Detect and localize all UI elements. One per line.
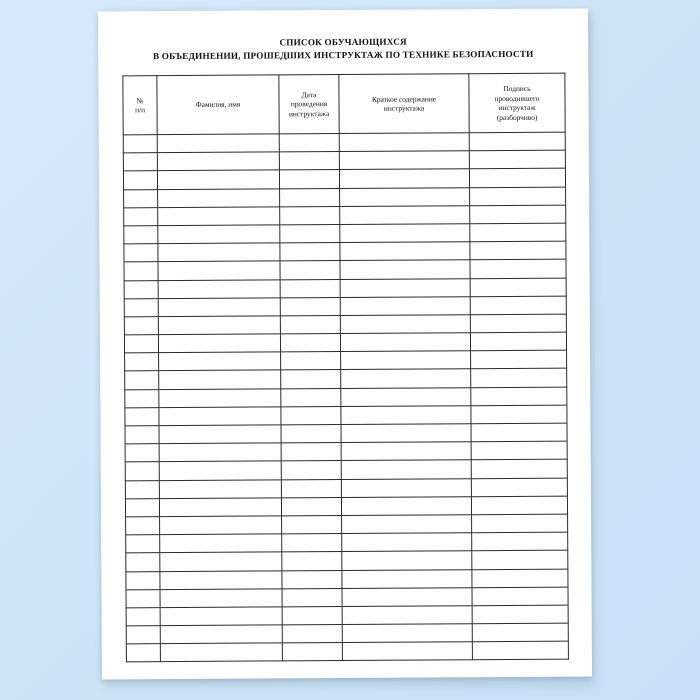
column-header-signature-line4: (разборчиво) bbox=[496, 112, 538, 122]
table-cell-date[interactable] bbox=[279, 152, 339, 171]
table-cell-signature[interactable] bbox=[470, 296, 566, 315]
table-cell-date[interactable] bbox=[282, 625, 342, 644]
table-cell-signature[interactable] bbox=[472, 569, 568, 588]
table-cell-name[interactable] bbox=[157, 134, 279, 153]
table-cell-num[interactable] bbox=[125, 480, 159, 498]
table-cell-date[interactable] bbox=[280, 188, 340, 207]
table-cell-content[interactable] bbox=[340, 224, 470, 243]
table-cell-date[interactable] bbox=[280, 243, 340, 262]
table-cell-num[interactable] bbox=[123, 171, 157, 189]
table-cell-date[interactable] bbox=[281, 479, 341, 498]
table-header bbox=[123, 73, 565, 135]
table-cell-content[interactable] bbox=[340, 260, 470, 279]
column-header-content-line2: инструктажа bbox=[383, 103, 425, 113]
table-cell-content[interactable] bbox=[342, 533, 472, 552]
table-cell-date[interactable] bbox=[282, 643, 342, 662]
table-cell-name[interactable] bbox=[160, 625, 282, 644]
table-cell-content[interactable] bbox=[340, 242, 470, 261]
table-cell-num[interactable] bbox=[124, 280, 158, 298]
table-cell-num[interactable] bbox=[125, 426, 159, 444]
table-cell-num[interactable] bbox=[124, 298, 158, 316]
table-cell-name[interactable] bbox=[158, 316, 280, 335]
table-cell-date[interactable] bbox=[280, 297, 340, 316]
table-cell-signature[interactable] bbox=[472, 587, 568, 606]
table-cell-name[interactable] bbox=[159, 352, 281, 371]
table-cell-signature[interactable] bbox=[471, 387, 567, 406]
table-cell-num[interactable] bbox=[124, 244, 158, 262]
table-row[interactable] bbox=[126, 641, 568, 662]
table-cell-signature[interactable] bbox=[470, 278, 566, 297]
table-cell-num[interactable] bbox=[126, 626, 160, 644]
table-cell-name[interactable] bbox=[159, 443, 281, 462]
table-cell-name[interactable] bbox=[158, 261, 280, 280]
table-cell-signature[interactable] bbox=[470, 241, 566, 260]
column-header-content bbox=[339, 74, 469, 134]
table-cell-signature[interactable] bbox=[471, 441, 567, 460]
table-cell-date[interactable] bbox=[279, 134, 339, 153]
table-cell-signature[interactable] bbox=[471, 369, 567, 388]
table-cell-content[interactable] bbox=[341, 406, 471, 425]
table-cell-content[interactable] bbox=[340, 296, 470, 315]
table-cell-content[interactable] bbox=[341, 442, 471, 461]
table-cell-num[interactable] bbox=[125, 462, 159, 480]
table-cell-name[interactable] bbox=[158, 279, 280, 298]
column-header-name-line1: Фамилия, имя bbox=[195, 99, 241, 110]
table-cell-content[interactable] bbox=[340, 205, 470, 224]
column-header-signature-line2: проводившего bbox=[494, 93, 540, 103]
table-cell-name[interactable] bbox=[159, 370, 281, 389]
table-cell-name[interactable] bbox=[158, 225, 280, 244]
table-cell-num[interactable] bbox=[124, 262, 158, 280]
table-cell-date[interactable] bbox=[280, 334, 340, 353]
table-header-row bbox=[123, 73, 565, 135]
table-cell-date[interactable] bbox=[282, 588, 342, 607]
table-cell-date[interactable] bbox=[281, 425, 341, 444]
table-cell-date[interactable] bbox=[281, 443, 341, 462]
table-cell-content[interactable] bbox=[342, 587, 472, 606]
table-cell-name[interactable] bbox=[158, 243, 280, 262]
table-cell-date[interactable] bbox=[281, 497, 341, 516]
table-cell-content[interactable] bbox=[341, 424, 471, 443]
table-cell-name[interactable] bbox=[157, 152, 279, 171]
table-cell-content[interactable] bbox=[342, 606, 472, 625]
table-cell-name[interactable] bbox=[158, 207, 280, 226]
table-cell-signature[interactable] bbox=[470, 332, 566, 351]
table-cell-num[interactable] bbox=[123, 135, 157, 153]
table-cell-date[interactable] bbox=[280, 315, 340, 334]
table-cell-signature[interactable] bbox=[469, 150, 565, 169]
table-cell-date[interactable] bbox=[282, 534, 342, 553]
table-cell-content[interactable] bbox=[340, 333, 470, 352]
table-cell-date[interactable] bbox=[280, 224, 340, 243]
table-cell-signature[interactable] bbox=[472, 605, 568, 624]
table-cell-num[interactable] bbox=[124, 226, 158, 244]
table-cell-date[interactable] bbox=[281, 406, 341, 425]
table-cell-num[interactable] bbox=[124, 335, 158, 353]
table-cell-name[interactable] bbox=[159, 498, 281, 517]
column-header-signature-line3: инструктаж bbox=[498, 102, 536, 113]
table-cell-signature[interactable] bbox=[471, 460, 567, 479]
table-cell-name[interactable] bbox=[160, 570, 282, 589]
column-header-name bbox=[157, 75, 279, 135]
table-cell-num[interactable] bbox=[126, 644, 160, 662]
table-cell-date[interactable] bbox=[282, 606, 342, 625]
table-cell-date[interactable] bbox=[281, 370, 341, 389]
table-cell-signature[interactable] bbox=[471, 478, 567, 497]
table-cell-date[interactable] bbox=[282, 570, 342, 589]
table-cell-signature[interactable] bbox=[472, 532, 568, 551]
table-cell-signature[interactable] bbox=[472, 623, 568, 642]
table-cell-content[interactable] bbox=[342, 551, 472, 570]
table-cell-name[interactable] bbox=[160, 589, 282, 608]
table-cell-content[interactable] bbox=[342, 515, 472, 534]
table-cell-date[interactable] bbox=[281, 461, 341, 480]
table-cell-content[interactable] bbox=[341, 478, 471, 497]
table-cell-num[interactable] bbox=[124, 207, 158, 225]
table-cell-signature[interactable] bbox=[471, 423, 567, 442]
table-cell-name[interactable] bbox=[157, 170, 279, 189]
table-cell-date[interactable] bbox=[282, 515, 342, 534]
table-cell-content[interactable] bbox=[341, 460, 471, 479]
table-cell-num[interactable] bbox=[126, 571, 160, 589]
table-cell-content[interactable] bbox=[342, 642, 472, 661]
table-cell-content[interactable] bbox=[340, 315, 470, 334]
column-header-number-line1: № bbox=[136, 95, 144, 105]
table-cell-num[interactable] bbox=[125, 389, 159, 407]
table-cell-signature[interactable] bbox=[471, 350, 567, 369]
column-header-signature-line1: Подпись bbox=[503, 83, 531, 94]
table-cell-num[interactable] bbox=[126, 589, 160, 607]
table-cell-num[interactable] bbox=[123, 153, 157, 171]
column-header-number-line2: п/п bbox=[135, 105, 146, 115]
table-cell-name[interactable] bbox=[158, 188, 280, 207]
table-cell-name[interactable] bbox=[159, 479, 281, 498]
table-cell-content[interactable] bbox=[341, 351, 471, 370]
table-cell-name[interactable] bbox=[159, 461, 281, 480]
table-cell-signature[interactable] bbox=[470, 314, 566, 333]
column-header-date-line2: проведения bbox=[290, 99, 328, 109]
document-page bbox=[98, 9, 592, 680]
table-cell-content[interactable] bbox=[342, 569, 472, 588]
table-cell-signature[interactable] bbox=[472, 641, 568, 660]
table-cell-name[interactable] bbox=[160, 643, 282, 662]
table-cell-name[interactable] bbox=[160, 607, 282, 626]
table-cell-name[interactable] bbox=[159, 389, 281, 408]
column-header-signature bbox=[469, 73, 565, 133]
title-line-2: В ОБЪЕДИНЕНИИ, ПРОШЕДШИХ ИНСТРУКТАЖ ПО ТЕХНИКЕ БЕЗОПАСНОСТИ bbox=[152, 48, 534, 62]
table-cell-date[interactable] bbox=[279, 170, 339, 189]
table-cell-num[interactable] bbox=[125, 353, 159, 371]
table-cell-signature[interactable] bbox=[470, 205, 566, 224]
table-cell-content[interactable] bbox=[339, 151, 469, 170]
table-cell-signature[interactable] bbox=[472, 550, 568, 569]
table-cell-signature[interactable] bbox=[469, 169, 565, 188]
table-cell-content[interactable] bbox=[339, 169, 469, 188]
table-cell-name[interactable] bbox=[158, 334, 280, 353]
table-cell-name[interactable] bbox=[160, 534, 282, 553]
table-cell-date[interactable] bbox=[280, 279, 340, 298]
table-cell-name[interactable] bbox=[160, 516, 282, 535]
table-cell-date[interactable] bbox=[282, 552, 342, 571]
column-header-date-line3: инструктажа bbox=[288, 108, 330, 119]
table-cell-num[interactable] bbox=[125, 371, 159, 389]
title-line-1: СПИСОК ОБУЧАЮЩИХСЯ bbox=[279, 36, 407, 48]
column-header-date-line1: Дата bbox=[301, 89, 317, 100]
table-cell-date[interactable] bbox=[281, 388, 341, 407]
table-cell-signature[interactable] bbox=[470, 259, 566, 278]
table-cell-content[interactable] bbox=[342, 624, 472, 643]
table-body bbox=[123, 132, 568, 662]
table-cell-signature[interactable] bbox=[469, 132, 565, 151]
table-cell-content[interactable] bbox=[340, 278, 470, 297]
column-header-number bbox=[123, 76, 157, 135]
table-cell-content[interactable] bbox=[339, 133, 469, 152]
table-cell-num[interactable] bbox=[125, 444, 159, 462]
table-cell-num[interactable] bbox=[126, 535, 160, 553]
table-cell-num[interactable] bbox=[124, 317, 158, 335]
table-cell-content[interactable] bbox=[341, 369, 471, 388]
table-cell-num[interactable] bbox=[125, 407, 159, 425]
table-cell-signature[interactable] bbox=[472, 514, 568, 533]
table-cell-date[interactable] bbox=[280, 261, 340, 280]
table-cell-content[interactable] bbox=[341, 496, 471, 515]
briefing-register-table bbox=[122, 73, 569, 663]
table-cell-num[interactable] bbox=[124, 189, 158, 207]
table-cell-name[interactable] bbox=[159, 407, 281, 426]
table-cell-name[interactable] bbox=[158, 298, 280, 317]
table-cell-date[interactable] bbox=[281, 352, 341, 371]
table-cell-signature[interactable] bbox=[470, 223, 566, 242]
column-header-content-line1: Краткое содержание bbox=[371, 93, 437, 104]
page-title bbox=[122, 35, 564, 64]
table-cell-num[interactable] bbox=[126, 517, 160, 535]
table-cell-signature[interactable] bbox=[471, 496, 567, 515]
column-header-date bbox=[279, 75, 339, 134]
table-cell-signature[interactable] bbox=[471, 405, 567, 424]
table-cell-num[interactable] bbox=[126, 608, 160, 626]
table-cell-date[interactable] bbox=[280, 206, 340, 225]
table-cell-content[interactable] bbox=[341, 387, 471, 406]
table-cell-signature[interactable] bbox=[470, 187, 566, 206]
table-cell-name[interactable] bbox=[160, 552, 282, 571]
table-cell-num[interactable] bbox=[125, 498, 159, 516]
table-cell-name[interactable] bbox=[159, 425, 281, 444]
table-cell-content[interactable] bbox=[340, 187, 470, 206]
table-cell-num[interactable] bbox=[126, 553, 160, 571]
